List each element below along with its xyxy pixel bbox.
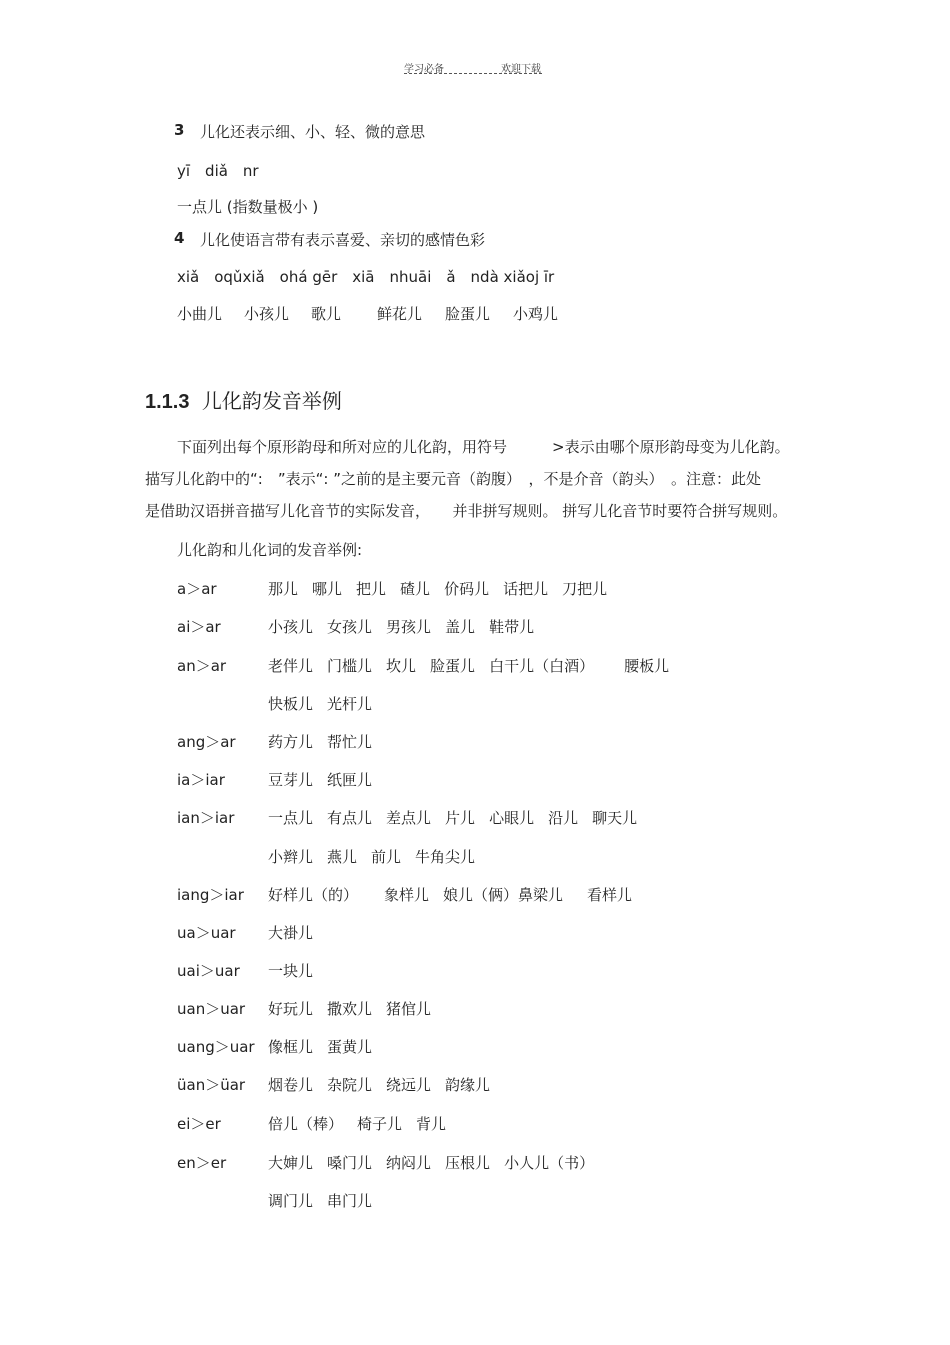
example-word: 光杆儿 xyxy=(327,695,373,713)
example-word: 小孩儿 xyxy=(268,618,314,636)
example-word: 纸匣儿 xyxy=(327,771,373,789)
example-word: 差点儿 xyxy=(386,809,432,827)
example-words xyxy=(268,807,651,828)
example-words xyxy=(268,960,327,981)
example-word: 碴儿 xyxy=(400,580,431,598)
example-word: 白干儿（白酒） xyxy=(489,657,595,675)
example-line-1: 一点儿 (指数量极小 ) xyxy=(177,198,319,216)
rhyme-change: uang＞uar xyxy=(177,1038,255,1056)
item4-text: 儿化使语言带有表示喜爱、亲切的感情色彩 xyxy=(200,231,486,249)
example-word: 烟卷儿 xyxy=(268,1076,314,1094)
example-word: 话把儿 xyxy=(503,580,549,598)
paragraph-line-2: 描写儿化韵中的“: ”表示“: ”之前的是主要元音（韵腹） ，不是介音（韵头） 。注意：此处 xyxy=(145,470,761,488)
example-word: 大婶儿 xyxy=(268,1154,314,1172)
example-word: 倍儿（棒） xyxy=(268,1115,344,1133)
example-word: 鞋带儿 xyxy=(489,618,535,636)
example-word: 嗓门儿 xyxy=(327,1154,373,1172)
example-word: 象样儿 xyxy=(384,886,430,904)
example-word: 韵缘儿 xyxy=(445,1076,491,1094)
example-word: 把儿 xyxy=(356,580,387,598)
example-word: 哪儿 xyxy=(312,580,343,598)
rhyme-change: en＞er xyxy=(177,1154,227,1172)
example-word: 前儿 xyxy=(371,848,402,866)
example-word: 像框儿 xyxy=(268,1038,314,1056)
example-word: 老伴儿 xyxy=(268,657,314,675)
example-word: 沿儿 xyxy=(548,809,579,827)
header-divider xyxy=(404,73,542,74)
header-left: 学习必备 xyxy=(404,64,444,75)
example-word: 纳闷儿 xyxy=(386,1154,432,1172)
word: 鲜花儿 xyxy=(377,305,423,323)
word: 小孩儿 xyxy=(244,305,290,323)
section-title: 儿化韵发音举例 xyxy=(201,389,342,413)
pinyin-line-1: yī diǎ nr xyxy=(177,162,259,180)
example-words xyxy=(268,998,445,1019)
example-word: 女孩儿 xyxy=(327,618,373,636)
example-word: 娘儿（俩）鼻梁儿 xyxy=(443,886,564,904)
example-word: 看样儿 xyxy=(587,886,633,904)
example-word: 刀把儿 xyxy=(562,580,608,598)
example-words xyxy=(268,846,489,867)
rhyme-change: an＞ar xyxy=(177,657,227,675)
example-words xyxy=(268,578,621,599)
paragraph-line-4: 儿化韵和儿化词的发音举例: xyxy=(177,541,363,559)
example-words xyxy=(268,1113,460,1134)
pinyin-line-2: xiǎ oqǔxiǎ ohá gēr xiā nhuāi ǎ ndà xiǎoj īr xyxy=(177,268,555,286)
example-word: 椅子儿 xyxy=(357,1115,403,1133)
rhyme-change: üan＞üar xyxy=(177,1076,246,1094)
example-word: 坎儿 xyxy=(386,657,417,675)
rhyme-change: ua＞uar xyxy=(177,924,236,942)
rhyme-change: ei＞er xyxy=(177,1115,221,1133)
example-words xyxy=(268,693,386,714)
rhyme-change: uan＞uar xyxy=(177,1000,246,1018)
example-word: 蛋黄儿 xyxy=(327,1038,373,1056)
example-word: 猪倌儿 xyxy=(386,1000,432,1018)
example-word: 帮忙儿 xyxy=(327,733,373,751)
example-word: 小辫儿 xyxy=(268,848,314,866)
section-number: 1.1.3 xyxy=(145,391,190,413)
example-word: 一块儿 xyxy=(268,962,314,980)
rhyme-change: a＞ar xyxy=(177,580,217,598)
example-word: 那儿 xyxy=(268,580,299,598)
section-heading xyxy=(145,385,342,414)
example-word: 豆芽儿 xyxy=(268,771,314,789)
example-word: 绕远儿 xyxy=(386,1076,432,1094)
example-word: 串门儿 xyxy=(327,1192,373,1210)
example-words xyxy=(268,1152,608,1173)
paragraph-line-3: 是借助汉语拼音描写儿化音节的实际发音， 并非拼写规则。 拼写儿化音节时要符合拼写规则。 xyxy=(145,502,788,520)
word: 脸蛋儿 xyxy=(445,305,491,323)
example-words xyxy=(268,1190,386,1211)
word: 小曲儿 xyxy=(177,305,223,323)
example-word: 好样儿（的） xyxy=(268,886,359,904)
rhyme-change: iang＞iar xyxy=(177,886,244,904)
word: 歌儿 xyxy=(311,305,342,323)
example-word: 盖儿 xyxy=(445,618,476,636)
item3-text: 儿化还表示细、小、轻、微的意思 xyxy=(200,123,426,141)
example-word: 背儿 xyxy=(416,1115,447,1133)
example-words xyxy=(268,1074,504,1095)
example-word: 杂院儿 xyxy=(327,1076,373,1094)
example-word: 撒欢儿 xyxy=(327,1000,373,1018)
example-word: 门槛儿 xyxy=(327,657,373,675)
rhyme-change: ang＞ar xyxy=(177,733,236,751)
example-word: 有点儿 xyxy=(327,809,373,827)
example-word: 脸蛋儿 xyxy=(430,657,476,675)
example-word: 聊天儿 xyxy=(592,809,638,827)
example-words xyxy=(268,731,386,752)
example-word: 腰板儿 xyxy=(624,657,670,675)
example-word: 调门儿 xyxy=(268,1192,314,1210)
example-word: 压根儿 xyxy=(445,1154,491,1172)
example-word: 男孩儿 xyxy=(386,618,432,636)
example-word: 价码儿 xyxy=(444,580,490,598)
rhyme-change: uai＞uar xyxy=(177,962,240,980)
example-word: 片儿 xyxy=(445,809,476,827)
item3-number: 3 xyxy=(174,121,185,139)
example-words xyxy=(268,655,683,676)
paragraph-line-1: 下面列出每个原形韵母和所对应的儿化韵，用符号 >表示由哪个原形韵母变为儿化韵。 xyxy=(177,438,790,456)
example-word: 一点儿 xyxy=(268,809,314,827)
example-word: 小人儿（书） xyxy=(504,1154,595,1172)
example-word: 大褂儿 xyxy=(268,924,314,942)
example-word: 牛角尖儿 xyxy=(415,848,476,866)
example-word: 好玩儿 xyxy=(268,1000,314,1018)
example-words xyxy=(268,922,327,943)
rhyme-change: ia＞iar xyxy=(177,771,225,789)
example-words xyxy=(268,1036,386,1057)
example-word: 燕儿 xyxy=(327,848,358,866)
example-words xyxy=(268,769,386,790)
rhyme-change: ian＞iar xyxy=(177,809,235,827)
example-word: 快板儿 xyxy=(268,695,314,713)
example-words xyxy=(268,884,646,905)
header-right: 欢迎下载 xyxy=(501,64,541,75)
word: 小鸡儿 xyxy=(513,305,559,323)
example-words xyxy=(268,616,548,637)
example-word: 心眼儿 xyxy=(489,809,535,827)
item4-number: 4 xyxy=(174,229,185,247)
rhyme-change: ai＞ar xyxy=(177,618,221,636)
example-word: 药方儿 xyxy=(268,733,314,751)
